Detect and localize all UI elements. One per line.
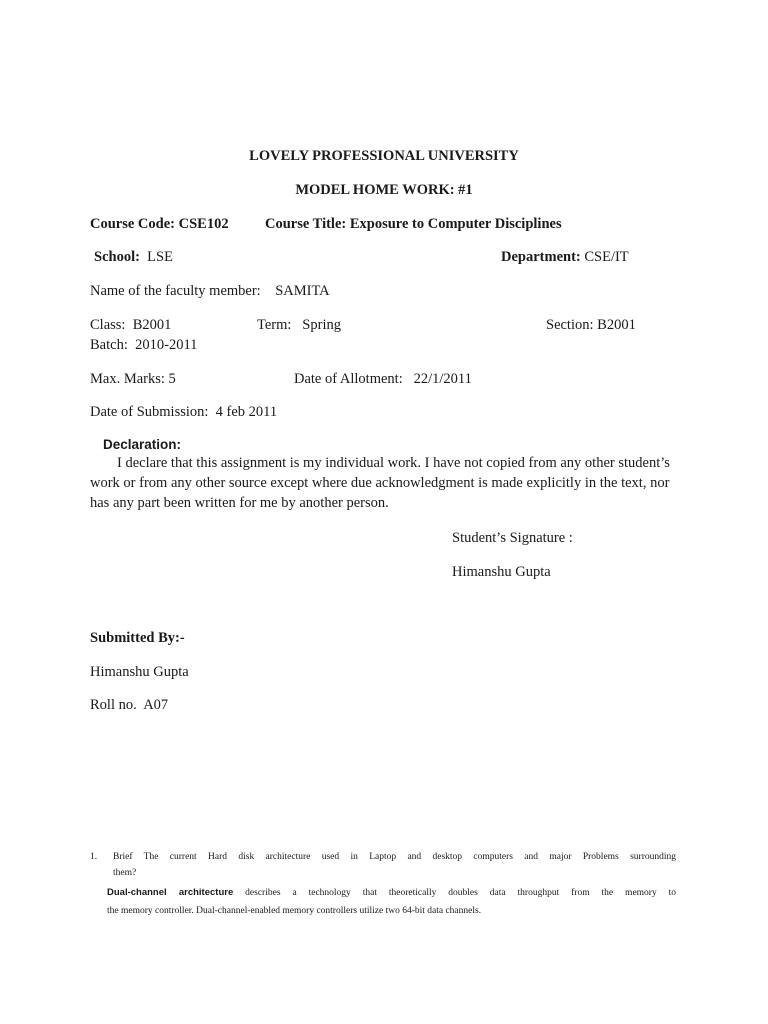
answer-line-2: the memory controller. Dual-channel-enabled memory controllers utilize two 64-bit data channels. (107, 906, 482, 916)
signature-label: Student’s Signature : (452, 530, 573, 546)
department-value: CSE/IT (584, 249, 629, 265)
batch-value: 2010-2011 (135, 337, 198, 353)
roll-row (90, 696, 168, 714)
submission-value: 4 feb 2011 (215, 404, 278, 420)
class-value: B2001 (132, 317, 172, 333)
declaration-heading: Declaration: (103, 437, 182, 452)
answer-line-1 (107, 884, 676, 902)
school-value: LSE (147, 249, 173, 265)
homework-title: MODEL HOME WORK: #1 (295, 182, 473, 198)
course-code-row (90, 215, 229, 233)
max-marks-value: 5 (168, 371, 176, 387)
batch-row (90, 336, 197, 354)
course-title-value: Exposure to Computer Disciplines (349, 216, 562, 232)
department-row (501, 248, 629, 266)
school-label: School: (94, 249, 140, 265)
term-row (257, 316, 341, 334)
submission-row (90, 403, 277, 421)
question-line-1: Brief The current Hard disk architecture used in Laptop and desktop computers and major Problems surrounding (113, 852, 676, 862)
department-label: Department: (501, 249, 581, 265)
roll-label: Roll no. (90, 697, 137, 713)
question-line-2: them? (113, 868, 137, 878)
section-row (546, 316, 636, 334)
roll-value: A07 (143, 697, 169, 713)
declaration-text: I declare that this assignment is my individual work. I have not copied from any other student’s work or from any other source except where due acknowledgment is made explicitly in the text, nor has any part been written for me by another person. (90, 455, 670, 511)
section-label: Section: (546, 317, 594, 333)
faculty-row (90, 282, 330, 300)
course-code-label: Course Code: (90, 216, 175, 232)
course-code-value: CSE102 (178, 216, 229, 232)
term-label: Term: (257, 317, 292, 333)
answer-line-1-text: describes a technology that theoretically doubles data throughput from the memory to (245, 888, 677, 898)
max-marks-label: Max. Marks: (90, 371, 165, 387)
max-marks-row (90, 370, 176, 388)
university-title: LOVELY PROFESSIONAL UNIVERSITY (249, 148, 519, 164)
submission-label: Date of Submission: (90, 404, 209, 420)
submitted-by-label: Submitted By:- (90, 630, 185, 646)
section-value: B2001 (597, 317, 636, 333)
batch-label: Batch: (90, 337, 128, 353)
class-row (90, 316, 171, 334)
course-title-row (265, 215, 562, 233)
faculty-label: Name of the faculty member: (90, 283, 261, 299)
faculty-value: SAMITA (275, 283, 330, 299)
class-label: Class: (90, 317, 126, 333)
question-number: 1. (90, 852, 98, 862)
submitted-by-name: Himanshu Gupta (90, 664, 189, 680)
signature-name: Himanshu Gupta (452, 564, 551, 580)
school-row (94, 248, 173, 266)
allotment-label: Date of Allotment: (294, 371, 403, 387)
answer-term: Dual-channel architecture (107, 887, 234, 898)
allotment-value: 22/1/2011 (413, 371, 472, 387)
allotment-row (294, 370, 472, 388)
course-title-label: Course Title: (265, 216, 347, 232)
term-value: Spring (302, 317, 341, 333)
